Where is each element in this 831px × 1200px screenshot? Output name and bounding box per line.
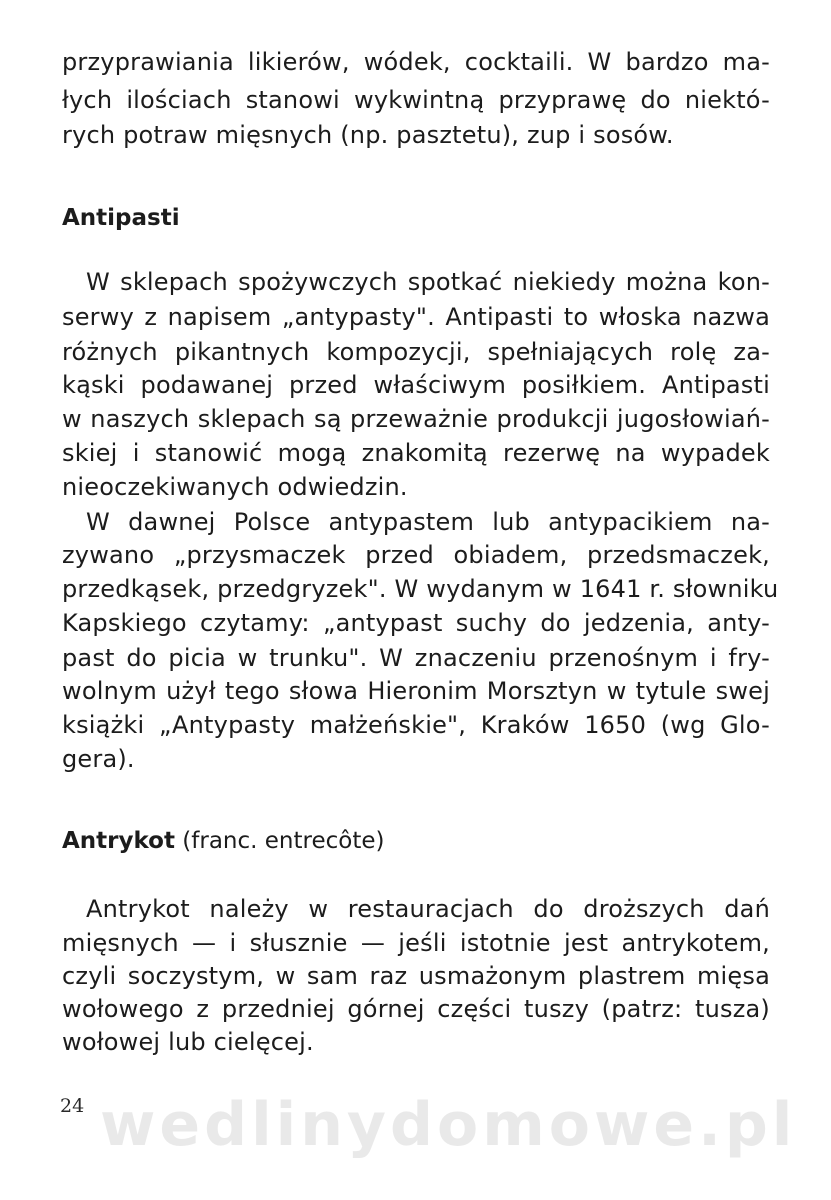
antipasti-p1-line-4: kąski podawanej przed właściwym posiłkiem. Antipasti xyxy=(62,371,770,399)
antrykot-p1-line-2: mięsnych — i słusznie — jeśli istotnie jest antrykotem, xyxy=(62,929,770,957)
heading-antrykot-text: Antrykot xyxy=(62,828,175,854)
antipasti-p1-line-7: nieoczekiwanych odwiedzin. xyxy=(62,473,408,501)
antipasti-p2-line-3: przedkąsek, przedgryzek". W wydanym w 1641 r. słowniku xyxy=(62,575,779,603)
watermark: wedlinydomowe.pl xyxy=(100,1090,797,1160)
antipasti-p1-line-5: w naszych sklepach są przeważnie produkcji jugosłowiań- xyxy=(62,405,770,433)
antrykot-p1-line-3: czyli soczystym, w sam raz usmażonym plastrem mięsa xyxy=(62,962,770,990)
antrykot-p1-line-5: wołowej lub cielęcej. xyxy=(62,1028,314,1056)
antipasti-p2-line-8: gera). xyxy=(62,745,135,773)
antipasti-p2-line-1: W dawnej Polsce antypastem lub antypacikiem na- xyxy=(86,508,770,536)
antipasti-p2-line-5: past do picia w trunku". W znaczeniu przenośnym i fry- xyxy=(62,644,770,672)
intro-line-3: rych potraw mięsnych (np. pasztetu), zup i sosów. xyxy=(62,121,674,149)
antipasti-p2-line-4: Kapskiego czytamy: „antypast suchy do jedzenia, anty- xyxy=(62,609,770,637)
antipasti-p1-line-6: skiej i stanowić mogą znakomitą rezerwę na wypadek xyxy=(62,439,770,467)
intro-line-2: łych ilościach stanowi wykwintną przyprawę do niektó- xyxy=(62,86,770,114)
antipasti-p2-line-7: książki „Antypasty małżeńskie", Kraków 1650 (wg Glo- xyxy=(62,711,770,739)
antipasti-p2-line-2: zywano „przysmaczek przed obiadem, przedsmaczek, xyxy=(62,541,770,569)
antrykot-p1-line-4: wołowego z przedniej górnej części tuszy (patrz: tusza) xyxy=(62,995,770,1023)
section-heading-antrykot xyxy=(62,826,384,856)
antrykot-p1-line-1: Antrykot należy w restauracjach do droższych dań xyxy=(86,895,770,923)
heading-antrykot-note: (franc. entrecôte) xyxy=(182,828,385,854)
heading-antipasti-text: Antipasti xyxy=(62,205,180,231)
antipasti-p1-line-2: serwy z napisem „antypasty". Antipasti to włoska nazwa xyxy=(62,303,770,331)
page-number: 24 xyxy=(60,1095,85,1117)
intro-line-1: przyprawiania likierów, wódek, cocktaili. W bardzo ma- xyxy=(62,48,770,76)
section-heading-antipasti xyxy=(62,203,180,233)
antipasti-p2-line-6: wolnym użył tego słowa Hieronim Morsztyn w tytule swej xyxy=(62,677,770,705)
antipasti-p1-line-1: W sklepach spożywczych spotkać niekiedy można kon- xyxy=(86,268,770,296)
antipasti-p1-line-3: różnych pikantnych kompozycji, spełniających rolę za- xyxy=(62,338,770,366)
